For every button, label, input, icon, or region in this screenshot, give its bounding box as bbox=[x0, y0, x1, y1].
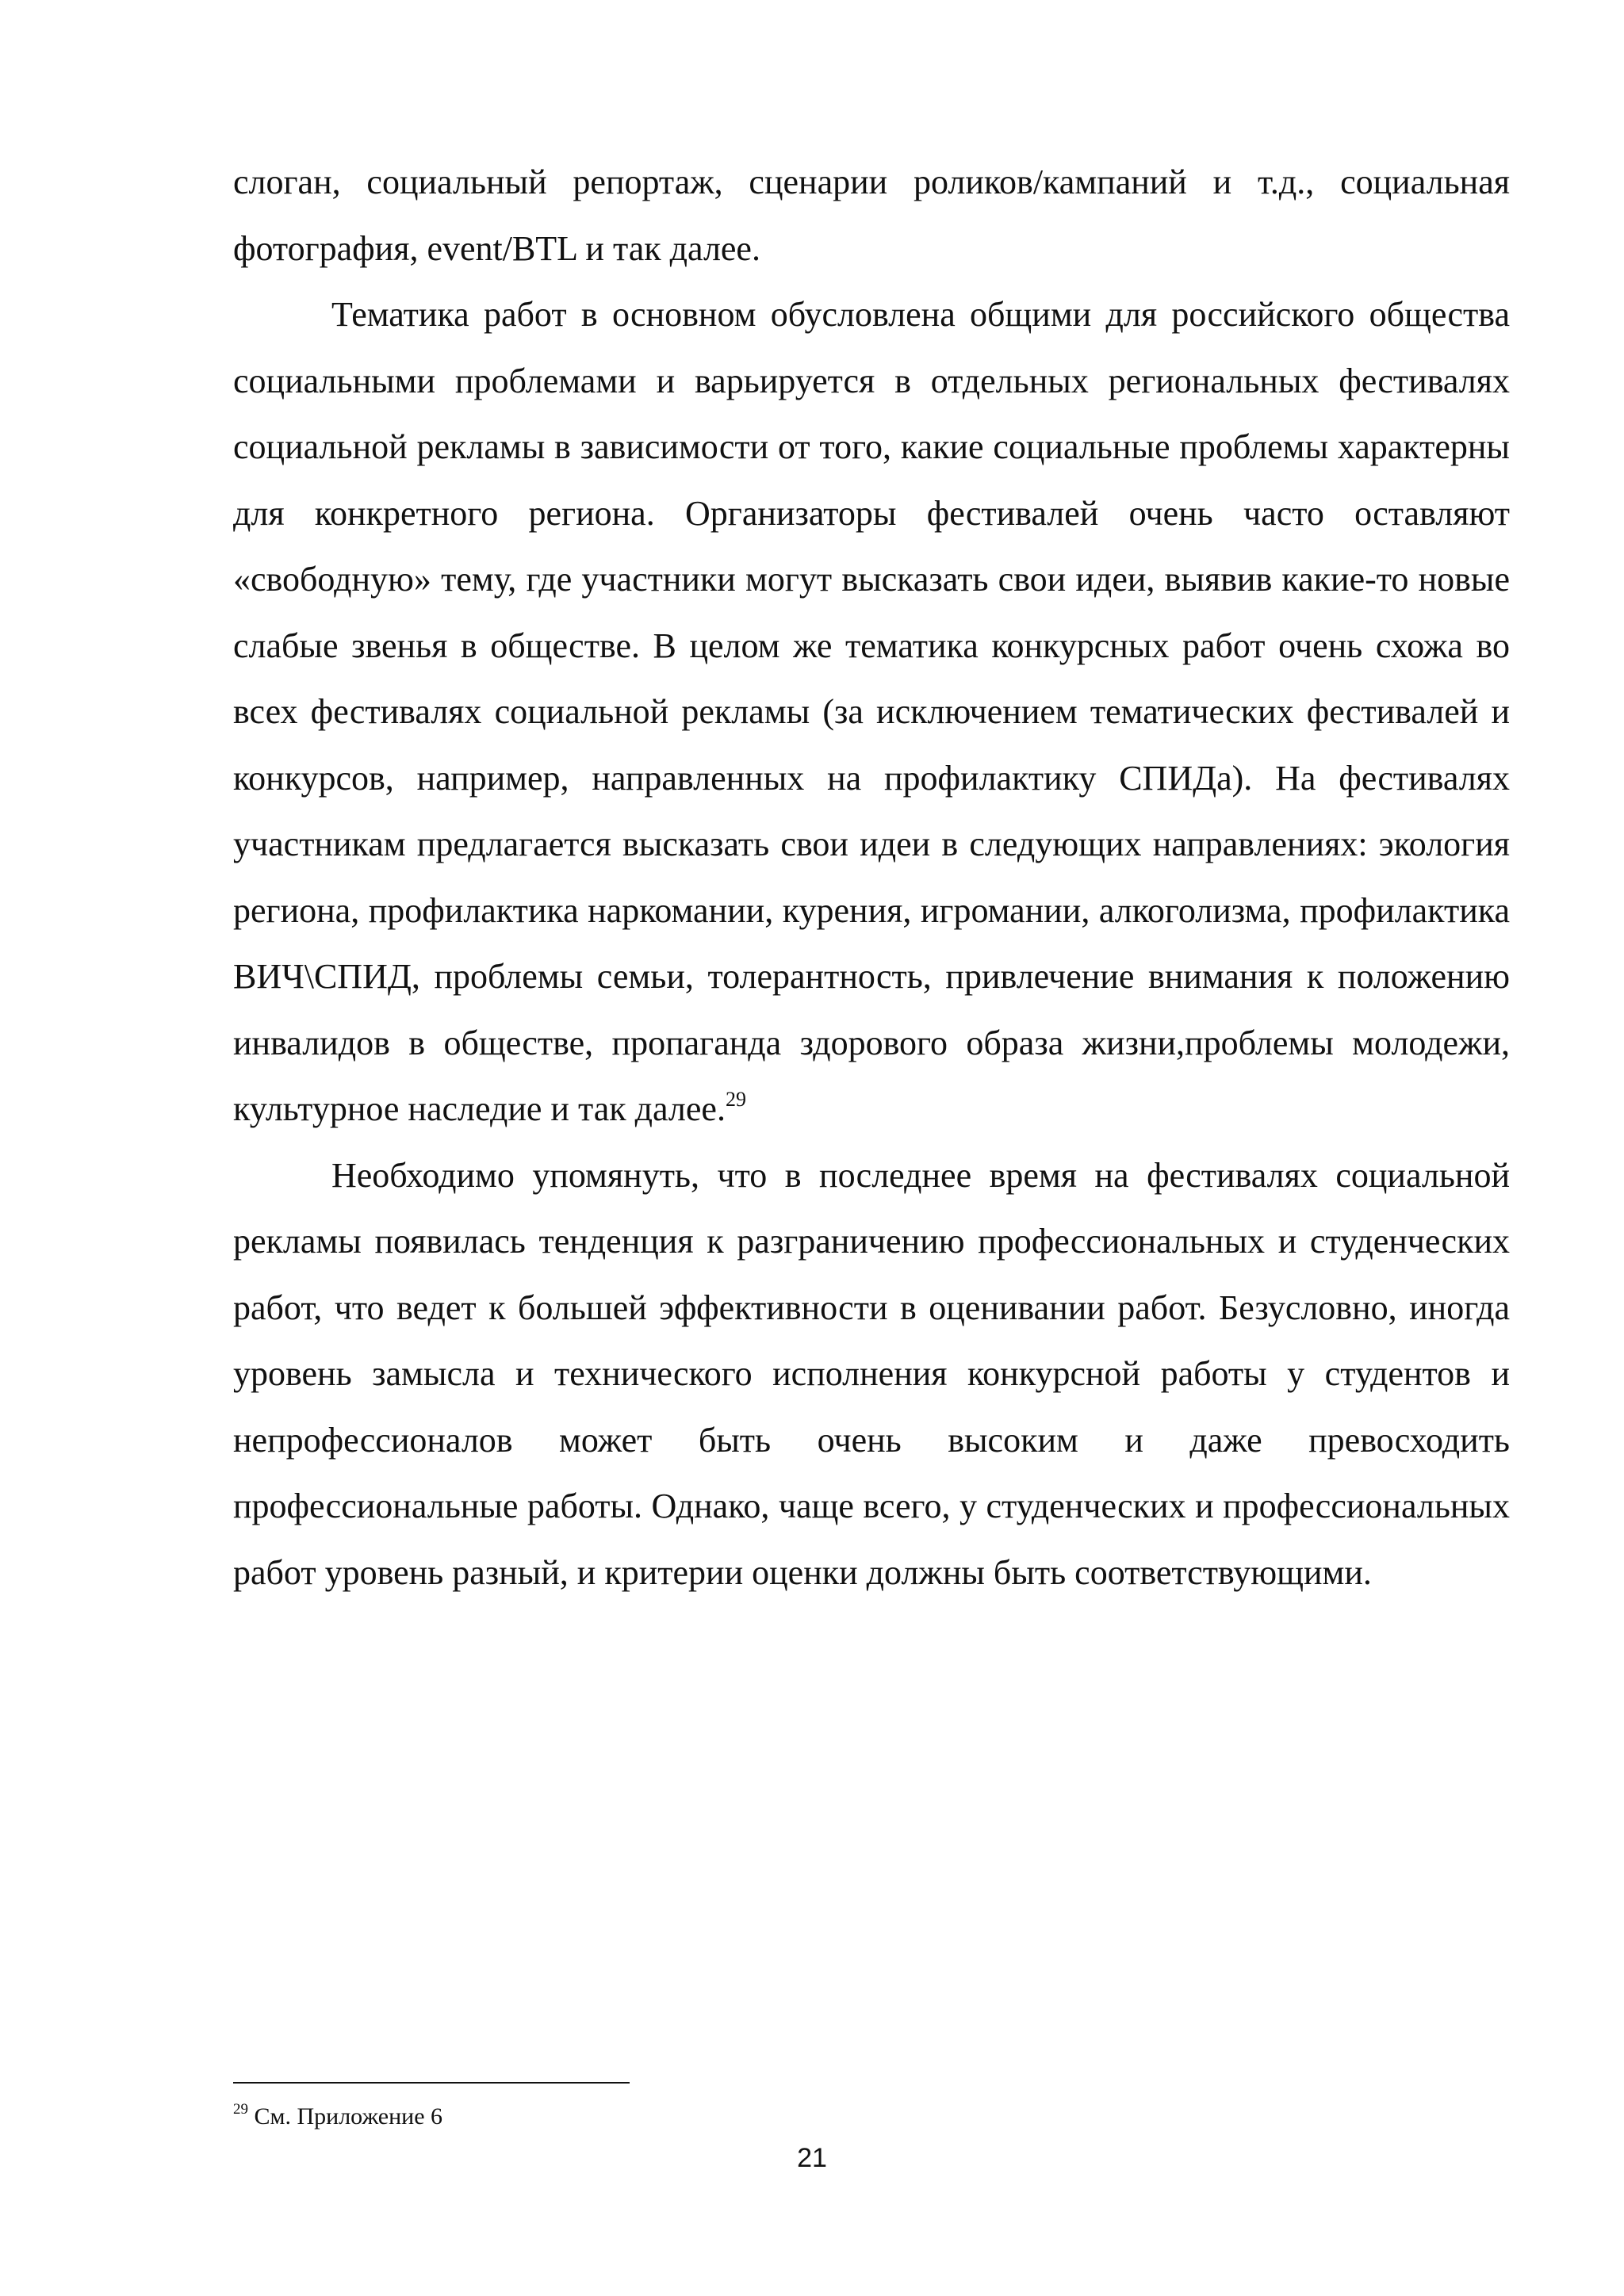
paragraph-1: слоган, социальный репортаж, сценарии роликов/кампаний и т.д., социальная фотография, event/BTL и так далее. bbox=[233, 163, 1510, 268]
footnote bbox=[233, 2101, 442, 2133]
footnote-separator bbox=[233, 2082, 630, 2084]
paragraph-3: Необходимо упомянуть, что в последнее время на фестивалях социальной рекламы появилась тенденция к разграничению профессиональных и студенческих работ, что ведет к большей эффективности в оценивании работ. Безусловно, иногда уровень замысла и технического исполнения конкурсной работы у студентов и непрофессионалов может быть очень высоким и даже превосходить профессиональные работы. Однако, чаще всего, у студенческих и профессиональных работ уровень разный, и критерии оценки должны быть соответствующими. bbox=[233, 1155, 1510, 1592]
footnote-number: 29 bbox=[233, 2101, 248, 2118]
footnote-reference[interactable]: 29 bbox=[725, 1088, 746, 1112]
body-text bbox=[233, 149, 1510, 1605]
paragraph-2 bbox=[233, 281, 1510, 1142]
footnote-text: См. Приложение 6 bbox=[248, 2103, 443, 2130]
page-number: 21 bbox=[797, 2143, 827, 2173]
paragraph-2-text: Тематика работ в основном обусловлена общими для российского общества социальными проблемами и варьируется в отдельных региональных фестивалях социальной рекламы в зависимости от того, какие социальные проблемы характерны для конкретного региона. Организаторы фестивалей очень часто оставляют «свободную» тему, где участники могут высказать свои идеи, выявив какие-то новые слабые звенья в обществе. В целом же тематика конкурсных работ очень схожа во всех фестивалях социальной рекламы (за исключением тематических фестивалей и конкурсов, например, направленных на профилактику СПИДа). На фестивалях участникам предлагается высказать свои идеи в следующих направлениях: экология региона, профилактика наркомании, курения, игромании, алкоголизма, профилактика ВИЧ\СПИД, проблемы семьи, толерантность, привлечение внимания к положению инвалидов в обществе, пропаганда здорового образа жизни,проблемы молодежи, культурное наследие и так далее. bbox=[233, 295, 1510, 1128]
